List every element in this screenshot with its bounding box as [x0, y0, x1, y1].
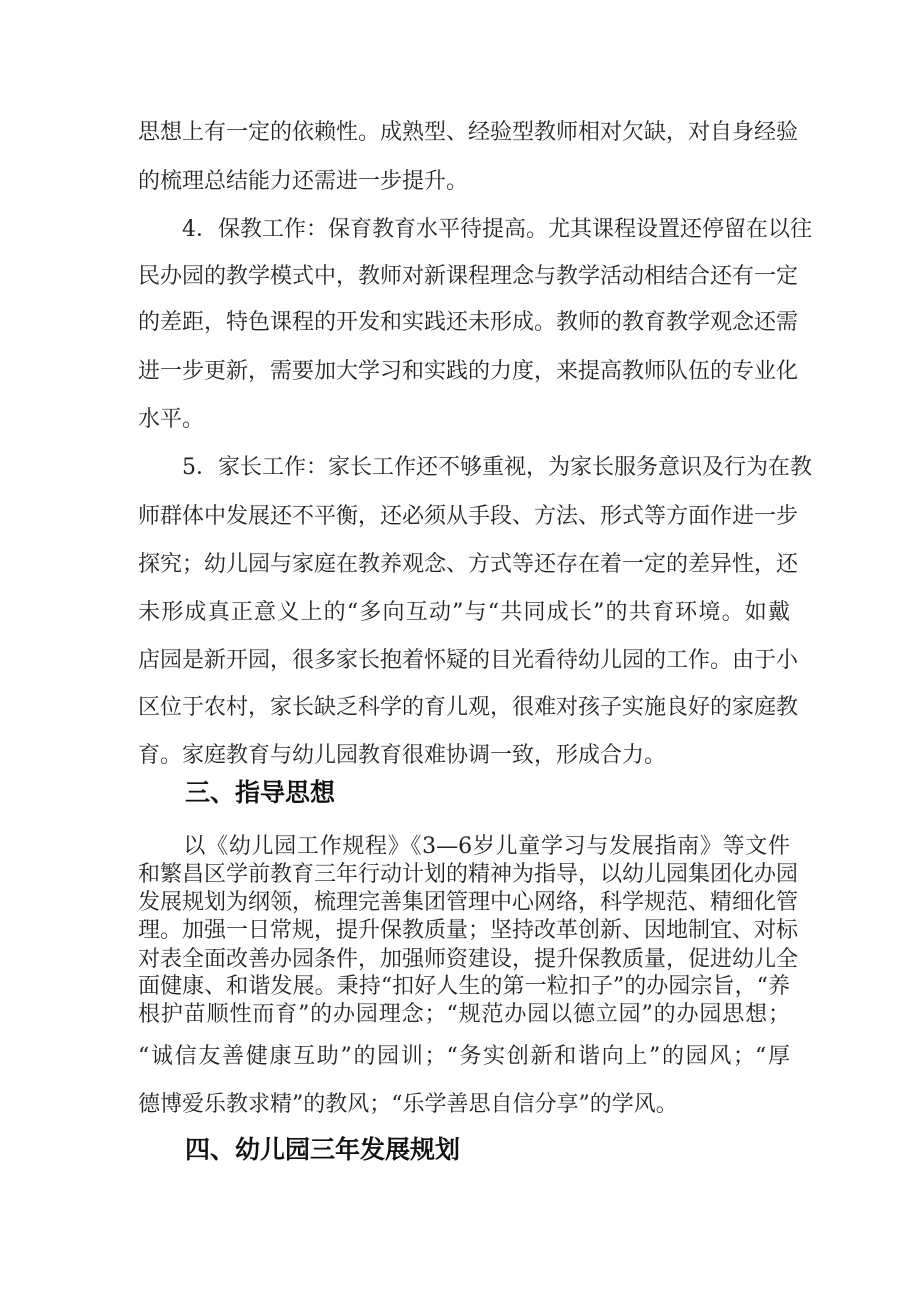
paragraph-line: 育。家庭教育与幼儿园教育很难协调一致，形成合力。: [138, 743, 667, 768]
paragraph-line: 面健康、和谐发展。秉持“扣好人生的第一粒扣子”的办园宗旨，“养: [138, 974, 790, 999]
paragraph-line: 的梳理总结能力还需进一步提升。: [138, 169, 469, 194]
paragraph-line: 探究；幼儿园与家庭在教养观念、方式等还存在着一定的差异性，还: [138, 552, 799, 577]
paragraph-line: 发展规划为纲领，梳理完善集团管理中心网络，科学规范、精细化管: [138, 890, 799, 915]
paragraph-line: 店园是新开园，很多家长抱着怀疑的目光看待幼儿园的工作。由于小: [138, 648, 799, 673]
paragraph-line: 理。加强一日常规，提升保教质量；坚持改革创新、因地制宜、对标: [138, 918, 799, 943]
paragraph-line: 和繁昌区学前教育三年行动计划的精神为指导，以幼儿园集团化办园: [138, 862, 799, 887]
paragraph-line: 未形成真正意义上的“多向互动”与“共同成长”的共育环境。如戴: [138, 600, 790, 625]
paragraph-line: 区位于农村，家长缺乏科学的育儿观，很难对孩子实施良好的家庭教: [138, 695, 799, 720]
paragraph-line: 思想上有一定的依赖性。成熟型、经验型教师相对欠缺，对自身经验: [138, 120, 799, 145]
paragraph-line: 根护苗顺性而育”的办园理念；“规范办园以德立园”的办园思想；: [138, 1002, 790, 1027]
section-heading: 三、指导思想: [185, 778, 336, 807]
paragraph-line: 民办园的教学模式中，教师对新课程理念与教学活动相结合还有一定: [138, 264, 799, 289]
section-heading: 四、幼儿园三年发展规划: [185, 1135, 461, 1164]
paragraph-line: 师群体中发展还不平衡，还必须从手段、方法、形式等方面作进一步: [138, 504, 799, 529]
paragraph-line: 德博爱乐教求精”的教风；“乐学善思自信分享”的学风。: [138, 1092, 678, 1117]
paragraph-line: “诚信友善健康互助”的园训；“务实创新和谐向上”的园风；“厚: [138, 1044, 790, 1069]
paragraph-line: 4．保教工作：保育教育水平待提高。尤其课程设置还停留在以往: [138, 217, 812, 242]
paragraph-line: 5．家长工作：家长工作还不够重视，为家长服务意识及行为在教: [138, 455, 812, 480]
paragraph-line: 进一步更新，需要加大学习和实践的力度，来提高教师队伍的专业化: [138, 359, 799, 384]
paragraph-line: 以《幼儿园工作规程》《3—6岁儿童学习与发展指南》等文件: [138, 834, 790, 859]
paragraph-line: 对表全面改善办园条件，加强师资建设，提升保教质量，促进幼儿全: [138, 947, 799, 972]
paragraph-line: 水平。: [138, 407, 205, 432]
paragraph-line: 的差距，特色课程的开发和实践还未形成。教师的教育教学观念还需: [138, 310, 799, 335]
